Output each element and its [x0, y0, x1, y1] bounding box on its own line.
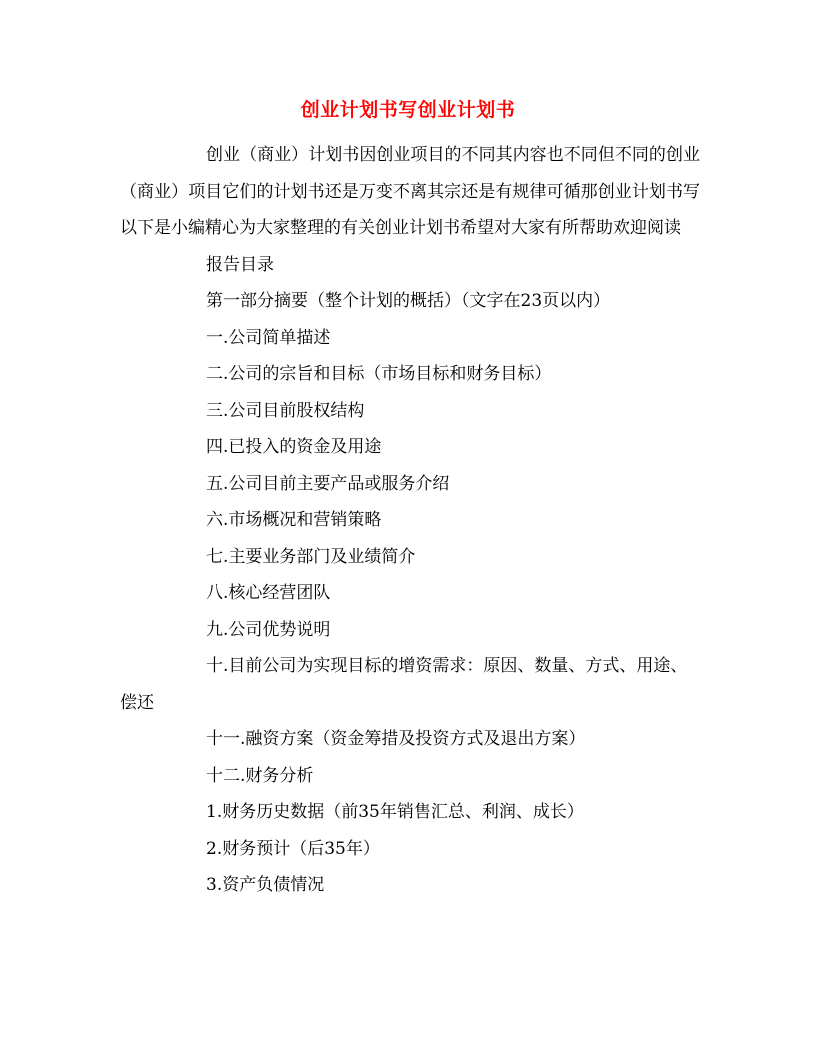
toc-heading: 报告目录: [206, 254, 274, 275]
document-title: 创业计划书写创业计划书: [300, 99, 516, 121]
toc-subitem: 1.财务历史数据（前35年销售汇总、利润、成长）: [206, 802, 584, 822]
toc-item: 十二.财务分析: [206, 765, 314, 786]
toc-item: 五.公司目前主要产品或服务介绍: [206, 473, 450, 494]
toc-item: 二.公司的宗旨和目标（市场目标和财务目标）: [206, 364, 552, 384]
toc-subitem: 2.财务预计（后35年）: [206, 838, 380, 859]
toc-item: 六.市场概况和营销策略: [206, 510, 382, 530]
document-body: [120, 137, 700, 904]
toc-item: 八.核心经营团队: [206, 583, 331, 603]
toc-item: 十一.融资方案（资金筹措及投资方式及退出方案）: [206, 729, 586, 749]
toc-item: 十.目前公司为实现目标的增资需求：原因、数量、方式、用途、偿还: [120, 656, 688, 713]
toc-item: 一.公司简单描述: [206, 327, 331, 348]
toc-item: 七.主要业务部门及业绩简介: [206, 546, 416, 567]
toc-item: 四.已投入的资金及用途: [206, 437, 382, 457]
toc-subitem: 3.资产负债情况: [206, 875, 325, 895]
intro-paragraph: 创业（商业）计划书因创业项目的不同其内容也不同但不同的创业（商业）项目它们的计划书还是万变不离其宗还是有规律可循那创业计划书写以下是小编精心为大家整理的有关创业计划书希望对大家有所帮助欢迎阅读: [120, 145, 700, 238]
toc-item: 三.公司目前股权结构: [206, 400, 365, 421]
toc-item: 九.公司优势说明: [206, 619, 331, 640]
toc-part-one: 第一部分摘要（整个计划的概括）（文字在23页以内）: [206, 291, 611, 311]
